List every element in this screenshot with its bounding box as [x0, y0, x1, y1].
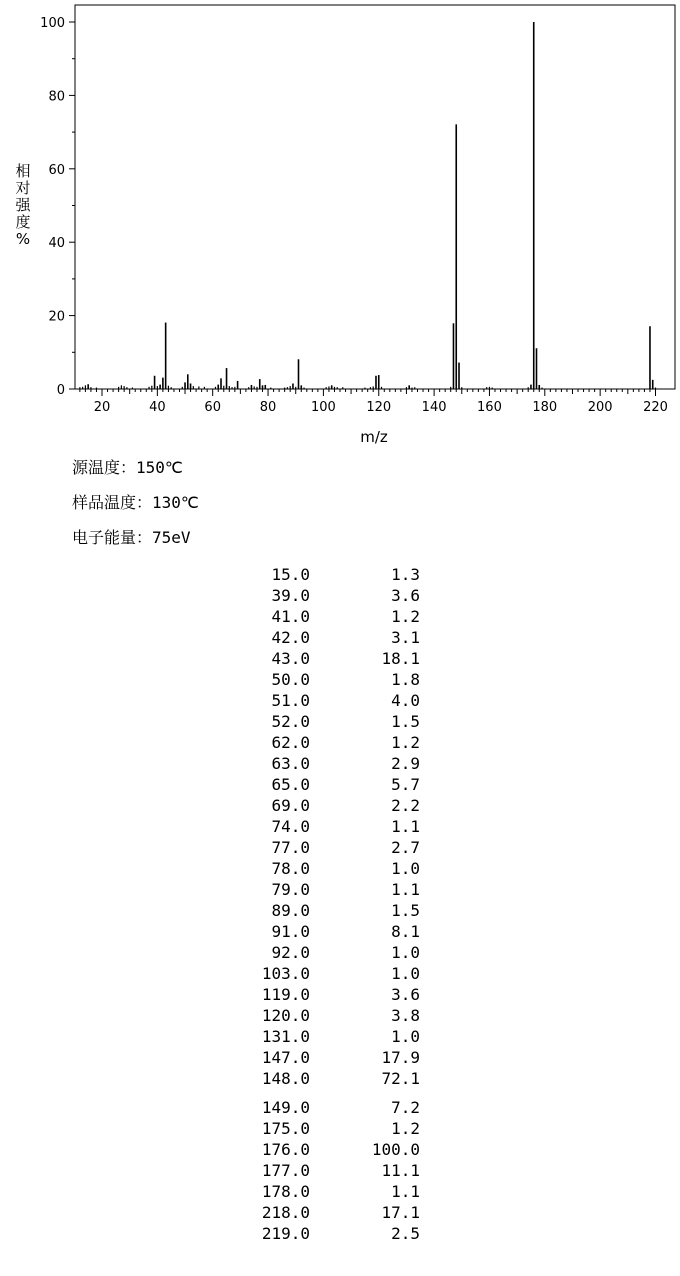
- peak-row: [240, 627, 440, 648]
- y-axis-title-char: 相: [15, 162, 31, 180]
- peak-mz: 218.0: [261, 1203, 310, 1222]
- peak-row: [240, 1097, 440, 1118]
- y-tick-label: 0: [56, 383, 65, 398]
- peak-row: [240, 1139, 440, 1160]
- peak-abundance: 3.8: [391, 1006, 420, 1025]
- peak-mz: 148.0: [261, 1069, 310, 1088]
- peak-row: [240, 963, 440, 984]
- peak-mz: 52.0: [271, 712, 310, 731]
- peak-row: [240, 942, 440, 963]
- peak-mz: 91.0: [271, 922, 310, 941]
- peak-abundance: 1.0: [391, 964, 420, 983]
- peak-mz: 131.0: [261, 1027, 310, 1046]
- peak-abundance: 2.9: [391, 754, 420, 773]
- peak-mz: 63.0: [271, 754, 310, 773]
- y-tick-label: 60: [48, 162, 65, 178]
- peak-mz: 176.0: [261, 1140, 310, 1159]
- sample-temperature: [72, 493, 199, 513]
- peak-abundance: 1.3: [391, 565, 420, 584]
- peak-row: [240, 900, 440, 921]
- peak-abundance: 72.1: [381, 1069, 420, 1088]
- peak-row: [240, 858, 440, 879]
- peak-mz: 43.0: [271, 649, 310, 668]
- peak-mz: 74.0: [271, 817, 310, 836]
- x-tick-label: 100: [310, 400, 336, 415]
- y-axis-title-char: 度: [15, 213, 31, 231]
- peak-row: [240, 795, 440, 816]
- peak-abundance: 1.8: [391, 670, 420, 689]
- x-tick-label: 80: [259, 400, 277, 415]
- peak-abundance: 3.6: [391, 586, 420, 605]
- peak-abundance: 1.0: [391, 943, 420, 962]
- electron-energy: [72, 528, 191, 548]
- x-tick-label: 180: [532, 400, 558, 415]
- peak-abundance: 17.9: [381, 1048, 420, 1067]
- peak-abundance: 11.1: [381, 1161, 420, 1180]
- peak-abundance: 1.5: [391, 901, 420, 920]
- peak-mz: 219.0: [261, 1224, 310, 1243]
- peak-abundance: 7.2: [391, 1098, 420, 1117]
- peak-mz: 65.0: [271, 775, 310, 794]
- peak-bars: [88, 22, 653, 389]
- peak-abundance: 2.7: [391, 838, 420, 857]
- mass-spectrum-chart: [0, 0, 680, 450]
- peak-abundance: 1.1: [391, 817, 420, 836]
- peak-row: [240, 564, 440, 585]
- peak-mz: 15.0: [271, 565, 310, 584]
- x-tick-label: 160: [477, 400, 502, 415]
- peak-row: [240, 690, 440, 711]
- peak-row: [240, 816, 440, 837]
- peak-abundance: 1.2: [391, 733, 420, 752]
- peak-row: [240, 1068, 440, 1089]
- peak-row: [240, 585, 440, 606]
- peak-abundance: 3.1: [391, 628, 420, 647]
- y-axis-title-char: %: [15, 230, 31, 248]
- y-tick-label: 40: [48, 236, 65, 252]
- peak-row: [240, 606, 440, 627]
- y-axis-title-char: 强: [15, 196, 31, 214]
- peak-abundance: 2.5: [391, 1224, 420, 1243]
- condition-value: 75eV: [152, 528, 191, 547]
- peak-abundance: 2.2: [391, 796, 420, 815]
- peak-row: [240, 1005, 440, 1026]
- peak-row: [240, 837, 440, 858]
- peak-abundance: 1.0: [391, 859, 420, 878]
- condition-value: 130℃: [152, 493, 199, 512]
- peak-mz: 77.0: [271, 838, 310, 857]
- peak-mz: 41.0: [271, 607, 310, 626]
- peak-abundance: 18.1: [381, 649, 420, 668]
- peak-abundance: 5.7: [391, 775, 420, 794]
- peak-mz: 78.0: [271, 859, 310, 878]
- y-axis-title-char: 对: [15, 179, 31, 197]
- peak-mz: 79.0: [271, 880, 310, 899]
- peak-abundance: 1.1: [391, 1182, 420, 1201]
- y-tick-label: 20: [48, 309, 65, 325]
- peak-abundance: 1.1: [391, 880, 420, 899]
- condition-label: 源温度：: [72, 458, 137, 477]
- peak-abundance: 1.0: [391, 1027, 420, 1046]
- x-tick-label: 120: [366, 400, 392, 415]
- peak-mz: 175.0: [261, 1119, 310, 1138]
- peak-row: [240, 1026, 440, 1047]
- x-tick-label: 220: [643, 400, 668, 415]
- peak-row: [240, 1118, 440, 1139]
- peak-mz: 92.0: [271, 943, 310, 962]
- x-tick-label: 200: [587, 400, 613, 415]
- peak-mz: 50.0: [271, 670, 310, 689]
- peak-row: [240, 879, 440, 900]
- peak-mz: 51.0: [271, 691, 310, 710]
- peak-mz: 42.0: [271, 628, 310, 647]
- peak-row: [240, 921, 440, 942]
- peak-row: [240, 1047, 440, 1068]
- peak-row: [240, 753, 440, 774]
- peak-abundance: 17.1: [381, 1203, 420, 1222]
- peak-mz: 177.0: [261, 1161, 310, 1180]
- x-tick-label: 140: [421, 400, 447, 415]
- condition-value: 150℃: [136, 458, 183, 477]
- peak-row: [240, 648, 440, 669]
- peak-row: [240, 1202, 440, 1223]
- x-tick-label: 40: [149, 400, 166, 415]
- y-tick-label: 100: [40, 16, 65, 31]
- peak-row: [240, 669, 440, 690]
- peak-abundance: 100.0: [371, 1140, 420, 1159]
- y-tick-label: 80: [48, 89, 65, 105]
- peak-mz: 89.0: [271, 901, 310, 920]
- condition-label: 电子能量：: [72, 528, 153, 547]
- peak-row: [240, 732, 440, 753]
- x-tick-label: 20: [93, 400, 111, 415]
- peak-mz: 62.0: [271, 733, 310, 752]
- peak-mz: 120.0: [261, 1006, 310, 1025]
- chart-axes: [40, 5, 675, 415]
- peak-abundance: 8.1: [391, 922, 420, 941]
- peak-row: [240, 711, 440, 732]
- peak-row: [240, 984, 440, 1005]
- peak-table: [240, 564, 440, 1244]
- peak-mz: 119.0: [261, 985, 310, 1004]
- condition-label: 样品温度：: [72, 493, 153, 512]
- peak-abundance: 1.5: [391, 712, 420, 731]
- peak-mz: 39.0: [271, 586, 310, 605]
- peak-mz: 178.0: [261, 1182, 310, 1201]
- peak-mz: 147.0: [261, 1048, 310, 1067]
- x-tick-label: 60: [204, 400, 221, 415]
- peak-abundance: 1.2: [391, 1119, 420, 1138]
- peak-abundance: 3.6: [391, 985, 420, 1004]
- peak-row: [240, 1181, 440, 1202]
- source-temperature: [72, 458, 183, 478]
- x-axis-title: m/z: [360, 428, 388, 446]
- peak-row: [240, 1223, 440, 1244]
- peak-abundance: 4.0: [391, 691, 420, 710]
- peak-mz: 149.0: [261, 1098, 310, 1117]
- peak-mz: 103.0: [261, 964, 310, 983]
- peak-abundance: 1.2: [391, 607, 420, 626]
- peak-row: [240, 774, 440, 795]
- peak-row: [240, 1160, 440, 1181]
- y-axis-title: [12, 163, 34, 248]
- peak-mz: 69.0: [271, 796, 310, 815]
